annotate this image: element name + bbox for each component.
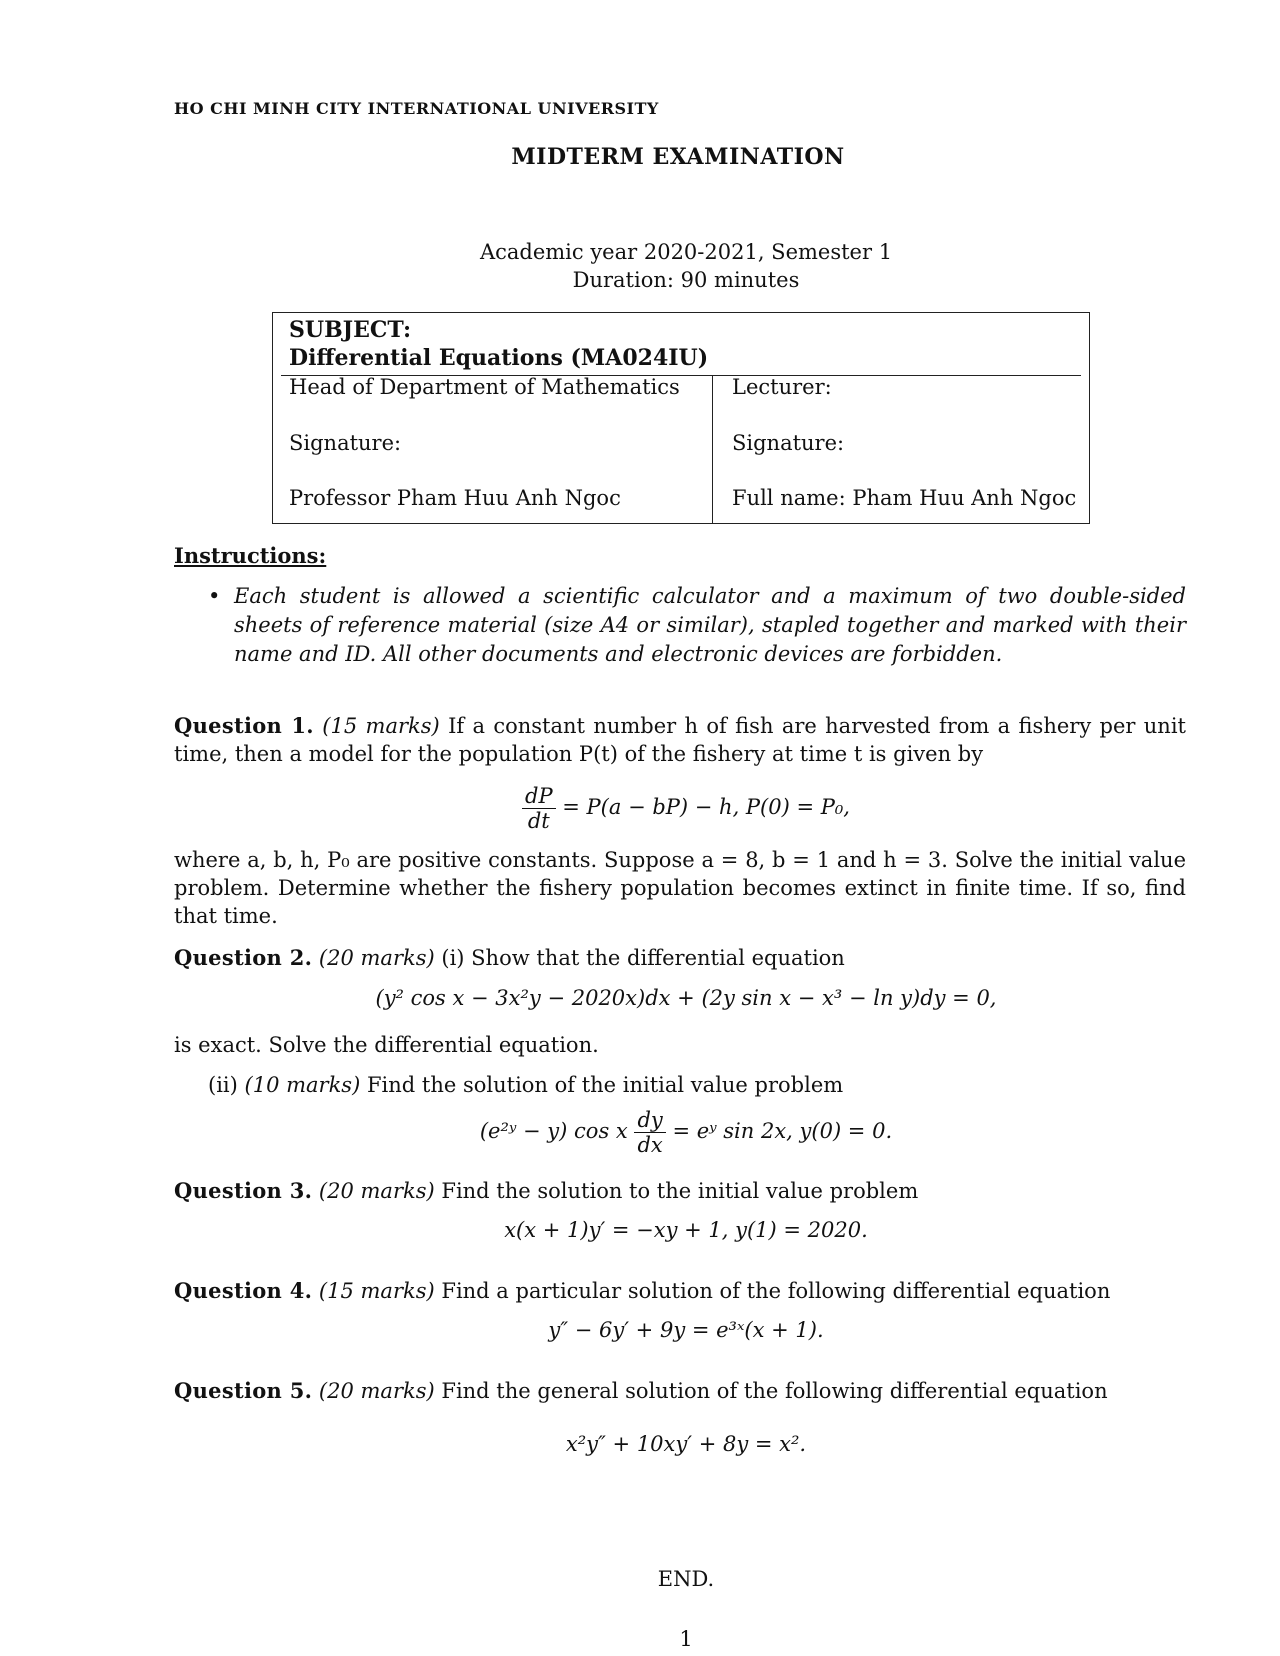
question-1	[174, 712, 1186, 768]
question-2-text: (i) Show that the differential equation	[441, 946, 845, 970]
exam-duration: Duration: 90 minutes	[572, 268, 800, 292]
question-1-label: Question 1.	[174, 713, 314, 738]
question-3	[174, 1177, 1186, 1205]
exam-title: MIDTERM EXAMINATION	[511, 144, 845, 170]
lecturer-label: Lecturer:	[732, 375, 832, 399]
question-3-marks: (20 marks)	[318, 1179, 435, 1203]
question-5-text: Find the general solution of the following differential equation	[441, 1379, 1108, 1403]
question-3-label: Question 3.	[174, 1178, 313, 1203]
question-1-text: If a constant number h of fish are harvested from a fishery per unit time, then a model for the population P(t) of the fishery at time t is given by	[174, 714, 1186, 766]
question-2-eq2-denominator: dx	[637, 1133, 663, 1158]
end-marker: END.	[657, 1567, 715, 1591]
bullet-icon: •	[208, 584, 221, 608]
question-5-label: Question 5.	[174, 1378, 313, 1403]
question-4-label: Question 4.	[174, 1278, 313, 1303]
page-number: 1	[679, 1627, 693, 1651]
question-3-text: Find the solution to the initial value problem	[441, 1179, 919, 1203]
academic-year: Academic year 2020-2021, Semester 1	[479, 240, 893, 264]
signature-right: Signature:	[732, 431, 845, 455]
question-2-marks: (20 marks)	[318, 946, 435, 970]
question-2	[174, 944, 1186, 972]
signature-left: Signature:	[289, 431, 402, 455]
question-1-equation-rest: = P(a − bP) − h, P(0) = P₀,	[562, 795, 850, 820]
question-1-after: where a, b, h, P₀ are positive constants. Suppose a = 8, b = 1 and h = 3. Solve the initial value problem. Determine whether the fishery population becomes extinct in finite time. If so, find that time.	[174, 848, 1186, 928]
box-divider-vertical	[712, 375, 713, 523]
question-1-numerator: dP	[522, 784, 556, 809]
question-4	[174, 1277, 1186, 1305]
subject-label: SUBJECT:	[289, 317, 412, 343]
university-name: HO CHI MINH CITY INTERNATIONAL UNIVERSITY	[174, 99, 659, 118]
subject-box	[272, 312, 1090, 524]
question-2-part2-text: Find the solution of the initial value problem	[366, 1073, 844, 1097]
question-5	[174, 1377, 1186, 1405]
head-name: Professor Pham Huu Anh Ngoc	[289, 486, 621, 510]
question-1-fraction	[522, 784, 556, 833]
question-2-equation-2	[0, 1108, 1280, 1157]
question-2-eq2-numerator: dy	[634, 1108, 665, 1133]
question-1-denominator: dt	[527, 809, 550, 834]
question-2-part2-marks: (10 marks)	[244, 1073, 361, 1097]
question-3-equation: x(x + 1)y′ = −xy + 1, y(1) = 2020.	[504, 1218, 868, 1242]
question-2-equation: (y² cos x − 3x²y − 2020x)dx + (2y sin x − x³ − ln y)dy = 0,	[375, 986, 997, 1010]
question-2-part2-label: (ii)	[208, 1073, 238, 1097]
question-2-eq2-left: (e²ʸ − y) cos x	[479, 1119, 628, 1144]
instructions-title: Instructions:	[174, 543, 327, 568]
question-1-equation	[0, 784, 1280, 833]
question-2-eq2-fraction	[634, 1108, 665, 1157]
question-4-marks: (15 marks)	[318, 1279, 435, 1303]
question-5-marks: (20 marks)	[318, 1379, 435, 1403]
instructions-text: Each student is allowed a scientific calculator and a maximum of two double-sided sheets of reference material (size A4 or similar), stapled together and marked with their name and ID. All other documents and electronic devices are forbidden.	[234, 584, 1186, 666]
question-4-text: Find a particular solution of the following differential equation	[441, 1279, 1111, 1303]
question-2-eq2-right: = eʸ sin 2x, y(0) = 0.	[672, 1119, 893, 1144]
question-2-part2	[208, 1071, 1186, 1099]
question-4-equation: y″ − 6y′ + 9y = e³ˣ(x + 1).	[548, 1318, 824, 1342]
head-of-department: Head of Department of Mathematics	[289, 375, 680, 399]
lecturer-full-name: Full name: Pham Huu Anh Ngoc	[732, 486, 1077, 510]
question-2-label: Question 2.	[174, 945, 313, 970]
question-5-equation: x²y″ + 10xy′ + 8y = x².	[565, 1432, 807, 1456]
question-1-marks: (15 marks)	[322, 714, 440, 738]
question-2-after: is exact. Solve the differential equation.	[174, 1033, 599, 1057]
subject-name: Differential Equations (MA024IU)	[289, 345, 709, 371]
